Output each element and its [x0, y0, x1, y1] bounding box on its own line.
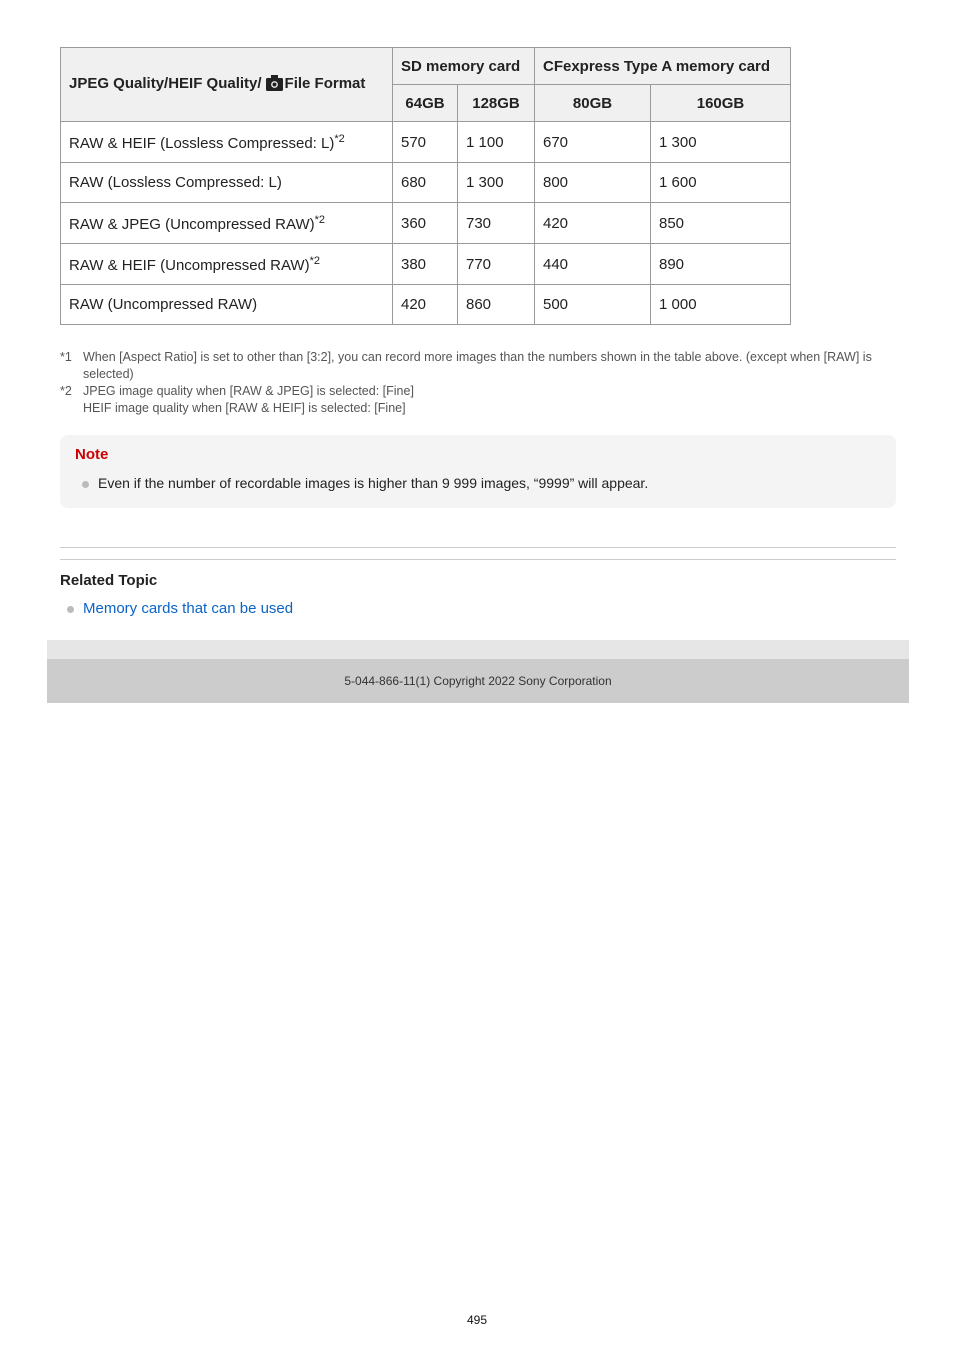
memory-cards-link[interactable]: Memory cards that can be used: [83, 600, 294, 617]
note-title: Note: [75, 446, 109, 463]
table-cell: 500: [535, 285, 651, 325]
header-file-format: JPEG Quality/HEIF Quality/ File Format: [61, 48, 393, 122]
note-box: [60, 435, 896, 508]
related-topic-item: [67, 600, 293, 617]
table-cell: 570: [393, 122, 458, 163]
related-topic-heading: Related Topic: [60, 572, 158, 589]
table-cell: 860: [458, 285, 535, 325]
page-number: 495: [466, 1313, 488, 1327]
table-cell: 1 600: [651, 163, 791, 203]
table-row: [61, 122, 791, 163]
table-row: [61, 285, 791, 325]
footnotes: [60, 349, 896, 417]
row-label: RAW (Uncompressed RAW): [61, 285, 393, 325]
header-80gb: 80GB: [535, 85, 651, 122]
header-sd-memory-card: SD memory card: [393, 48, 535, 85]
header-64gb: 64GB: [393, 85, 458, 122]
table-cell: 850: [651, 203, 791, 244]
footnote-ref: *2: [314, 213, 326, 226]
table-row: [61, 203, 791, 244]
table-cell: 890: [651, 244, 791, 285]
bullet-icon: [82, 481, 89, 488]
footnote-2: *2 JPEG image quality when [RAW & JPEG] is selected: [Fine] HEIF image quality when [RAW & HEIF] is selected: [Fine]: [60, 384, 414, 415]
table-row: [61, 244, 791, 285]
footnote-ref: *2: [309, 254, 320, 267]
header-128gb: 128GB: [458, 85, 535, 122]
divider: [60, 559, 896, 560]
table-cell: 360: [393, 203, 458, 244]
footer-copyright: 5-044-866-11(1) Copyright 2022 Sony Corporation: [47, 659, 909, 703]
row-label: RAW & HEIF (Uncompressed RAW)$^{*2}$: [61, 244, 393, 285]
divider: [60, 547, 896, 548]
table-cell: 680: [393, 163, 458, 203]
header-cfexpress-card: CFexpress Type A memory card: [535, 48, 791, 85]
bullet-icon: [67, 606, 74, 613]
recordable-images-table: [60, 47, 791, 325]
table-cell: 1 000: [651, 285, 791, 325]
footer-band: [47, 640, 909, 659]
note-item: Even if the number of recordable images is higher than 9 999 images, “9999” will appear.: [82, 475, 648, 491]
table-cell: 420: [393, 285, 458, 325]
table-cell: 770: [458, 244, 535, 285]
table-cell: 800: [535, 163, 651, 203]
table-cell: 1 300: [458, 163, 535, 203]
row-label: RAW & HEIF (Lossless Compressed: L)$^{*2}$: [61, 122, 393, 163]
footnote-1: *1 When [Aspect Ratio] is set to other than [3:2], you can record more images than the numbers shown in the table above. (except when [RAW] is selected): [60, 350, 872, 381]
camera-icon: [266, 74, 283, 95]
table-cell: 670: [535, 122, 651, 163]
table-cell: 1 100: [458, 122, 535, 163]
table-row: [61, 163, 791, 203]
table-cell: 1 300: [651, 122, 791, 163]
header-160gb: 160GB: [651, 85, 791, 122]
table-cell: 380: [393, 244, 458, 285]
table-cell: 420: [535, 203, 651, 244]
row-label: RAW & JPEG (Uncompressed RAW)$^{*2}$: [61, 203, 393, 244]
table-cell: 440: [535, 244, 651, 285]
table-cell: 730: [458, 203, 535, 244]
row-label: RAW (Lossless Compressed: L): [61, 163, 393, 203]
footnote-ref: *2: [334, 132, 345, 145]
